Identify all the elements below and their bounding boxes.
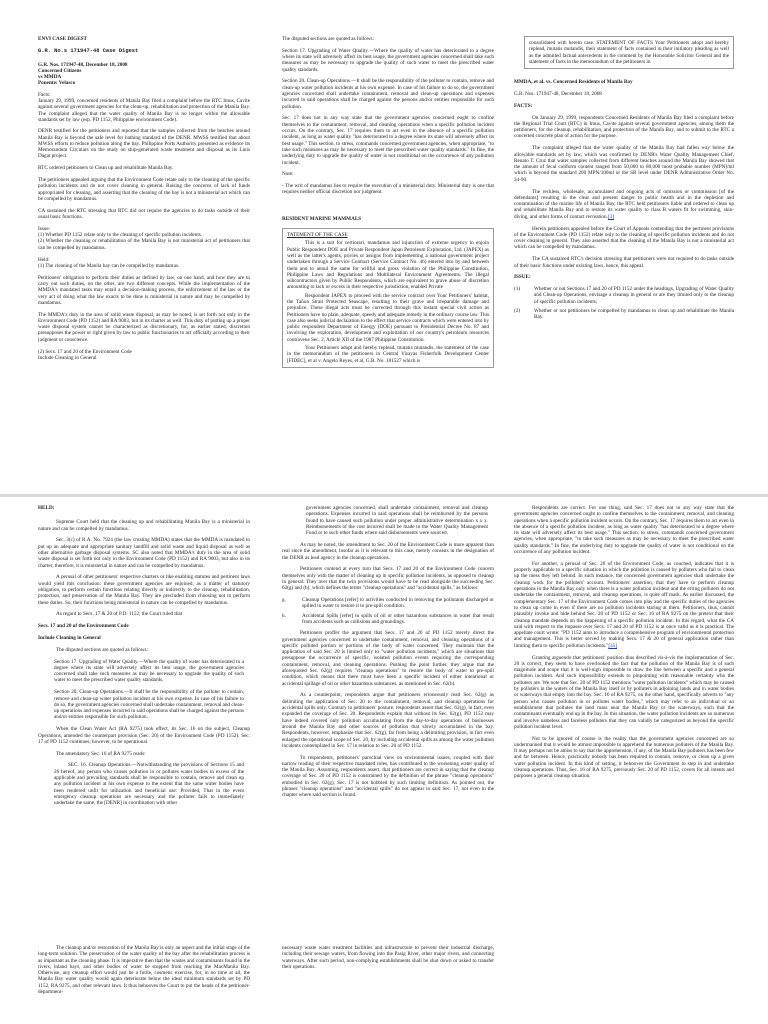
- respondents-correct-paragraph: Respondents are correct. For one thing, said Sec. 17 does not in any way state that the government agencies concerned ought to confine themselves to the containment, removal, and cleaning operations when a specific pollution incident occurs. On the contrary, Sec. 17 requires them to act even in the absence of a specific pollution incident, as long as water quality "has deteriorated to a degree where its state will adversely affect its best usage." This section, to stress, commands concerned government agencies, when appropriate, "to take such measures as may be necessary to meet the prescribed water quality standards." In fine, the underlying duty to upgrade the quality of water is not conditional on the occurrence of any pollution incident.: [514, 505, 734, 556]
- amendment-paragraph: As may be noted, the amendment to Sec. 20 of the Environment Code is more apparent than real since the amendment, insofar as it is relevant to this case, merely consists in the designation of the DENR as lead agency in the cleanup operations.: [282, 541, 494, 561]
- page1-column-left: [38, 36, 250, 476]
- issue-number: (2): [514, 308, 521, 314]
- page1-column-right: [514, 36, 734, 486]
- section-heading: Secs. 17 and 20 of the Environment Code: [38, 623, 129, 630]
- case-gr: G.R. Nos. 171947-48, December 18, 2008: [38, 61, 128, 68]
- amendatory-intro: The amendatory Sec. 16 of RA 9275 reads:: [56, 750, 146, 757]
- issue-number: (1): [514, 286, 521, 293]
- resident-statement-label: TATEMENT OF THE CASE: [287, 232, 348, 239]
- mmda-complaint-paragraph: The complaint alleged that the water quality of the Manila Bay had fallen way below the allowable standards set by law, which was confirmed by DENR's Water Quality Management Chief, Renato T. Cruz that water samples collected from different beaches around the Manila Bay showed that the amount of fecal coliform content ranged from 50,000 to 80,000 most probable number (MPN)/ml which is beyond the standard 200 MPN/100ml or the SB level under DENR Administrative Order No. 34-90.: [514, 145, 734, 183]
- secs-heading-line: Include Cleaning in General: [38, 354, 97, 361]
- mmda-issue-list: [514, 286, 734, 320]
- facts-block: [38, 92, 250, 123]
- facts-text: January 29, 1999, concerned residents of Manila Bay filed a complaint before the RTC Imus, Cavite against several government agencies for the clean-up, rehabilitation and protection of the Manila Bay. The complaint alleged that the water quality of Manila Bay is no longer within the allowable standards set by law (esp. PD 1152, Philippine environment Code).: [38, 98, 250, 123]
- sec3c-paragraph: Sec. 3(c) of R.A. No. 7924 (the law creating MMDA) states that the MMDA is mandated to put up an adequate and appropriate sanitary landfill and solid waste and liquid disposal as well as other alternative garbage disposal systems. SC also noted that MMDA's duty in the area of solid waste disposal is set forth not only in the Environment Code (PD 1152) and RA 9003, but also in its charter, therefore, it is ministerial in nature and can be compelled by mandamus.: [38, 537, 250, 569]
- for-another-text: For another, a perusal of Sec. 20 of the Environment Code, as couched, indicates that it is properly applicable to a specific situation in which the pollution is caused by polluters who fail to clean up the mess they left behind. In such instance, the concerned government agencies shall undertake the cleanup work for the polluters' account. Petitioners' assertion, that they have to perform cleanup operations in the Manila Bay only when there is a water pollution incident and the erring polluters do not undertake the containment, removal, and cleanup operations, is quite off mark. As earlier discussed, the complementary Sec. 17 of the Environment Code comes into play and the specific duties of the agencies to clean up come in even if there are no pollution incidents staring at them. Petitioners, thus, cannot plausibly invoke and hide behind Sec. 20 of PD 1152 or Sec. 16 of RA 9275 on the pretext that their cleanup mandate depends on the happening of a specific pollution incident. In this regard, what the CA said with respect to the impasse over Secs. 17 and 20 of PD 1152 is at once valid as it is practical. The appellate court wrote: "PD 1152 aims to introduce a comprehensive program of environmental protection and management. This is better served by making Secs. 17 & 20 of general application rather than limiting them to specific pollution incidents.": [514, 560, 734, 649]
- resident-paragraph: Respondent JAPEX to proceed with the service contract over Your Petitioners' habitat, the Tañon Strait Protected Seascape, resulting to their grave and irreparable damage and prejudice. These illegal acts must be corrected through this instant special civil action as Petitioners have no plain, adequate, speedy and adequate remedy in the ordinary course law. This case also seeks judicial declaration to the effect that service contracts which were entered into by public respondent Department of Energy (DOE) pursuant to Presidential Decree No. 87 and involving the exploration, development and exploitation of our country's petroleum resources contravene Sec. 2, Article XII of the 1987 Philippine Constitution.: [287, 292, 489, 343]
- definition-text: Accidental Spills [refer] to spills of oil or other hazardous substances in water that result from accidents such as collisions and groundings.: [302, 612, 494, 625]
- footnote-link[interactable]: [3]: [607, 213, 614, 220]
- secs-heading: [38, 349, 250, 362]
- issue-item: (2) Whether the cleaning or rehabilitation of the Manila Bay is not ministerial act of petitioners that can be compelled by mandamus.: [38, 238, 250, 251]
- section-heading: Include Cleaning in General: [38, 634, 101, 641]
- not-ignored-paragraph: Not to be ignored of course is the reality that the government agencies concerned are so undermanned that it would be almost impossible to apprehend the numerous polluters of the Manila Bay. It may perhaps not be amiss to say that the apprehension, if any, of the Manila Bay polluters has been few and far between. Hence, practically nobody has been required to contain, remove, or clean up a given water pollution incident. In this kind of setting, it behooves the Government to step in and undertake cleanup operations. Thus, Sec. 16 of RA 9275, previously Sec. 20 of PD 1152, covers for all intents and purposes a general cleanup situation.: [514, 735, 734, 780]
- mmda-reckless-paragraph: [514, 189, 734, 220]
- mmda-issue-item: [514, 308, 734, 321]
- issue-text: Whether or not Sections 17 and 20 of PD 1152 under the headings, Upgrading of Water Quality and Clean-up Operations, envisage a cleanup in general or are they limited only to the cleanup of specific pollution incidents;: [534, 286, 734, 305]
- mmda-facts-label: FACTS:: [514, 102, 533, 109]
- sec17-quote: Section 17. Upgrading of Water Quality.—Where the quality of water has deteriorated to a degree where its state will adversely affect its best usage, the government agencies concerned shall take such measures as may be necessary to upgrade the quality of such water to meet the prescribed water quality standards.: [54, 658, 244, 684]
- appeal-paragraph: The petitioners appealed arguing that the Environment Code relate only to the cleaning of the specific pollution incidents and do not cover cleaning in general. Raising the concerns of lack of funds appropriated for cleaning, and asserting that the cleaning of the bay is not a ministerial act which can be compelled by mandamus.: [38, 177, 250, 202]
- page-1: [0, 0, 768, 496]
- resident-marine-title: RESIDENT MARINE MAMMALS: [282, 215, 362, 222]
- ca-paragraph: CA sustained the RTC stressing that RTC did not require the agencies to do tasks outside of their usual basic functions.: [38, 207, 250, 221]
- mmda-appeal-paragraph: Herein petitioners appealed before the Court of Appeals contending that the pertinent provisions of the Environment Code (PD 1152) relate only to the cleaning of specific pollution incidents and do not cover cleaning in general. They also asserted that the cleaning of the Manila Bay is not a ministerial act which can be compelled by mandamus.: [514, 225, 734, 251]
- cleanup-restoration-paragraph: The cleanup and/or restoration of the Manila Bay is only an aspect and the initial stage of the long-term solution. The preservation of the water quality of the bay after the rehabilitation process is as important as the cleaning phase. It is imperative then that the wastes and contaminants found in the rivers, inland bays, and other bodies of water be stopped from reaching the MacManila Bay. Otherwise, any cleanup effort would just be a futile, cosmetic exercise, for, in no time at all, the Manila Bay water quality would again deteriorate below the ideal minimum standards set by PD 1152, RA 9275, and other relevant laws. It thus behooves the Court to put the heads of the petitioner-department-: [38, 945, 250, 996]
- issue-text: Whether or not petitioners be compelled by mandamus to clean up and rehabilitate the Manila Bay.: [534, 308, 734, 321]
- mmda-duty-paragraph: The MMDA's duty in the area of solid waste disposal, as may be noted, is set forth not only in the Environment Code (PD 1152) and RA 9003, but in its charter as well. This duty of putting up a proper waste disposal system cannot be characterized as discretionary, for, as earlier stated, discretion presupposes the power or right given by law to public functionaries to act officially according to their judgment or conscience.: [38, 311, 250, 343]
- granting-arguendo-paragraph: Granting arguendo that petitioners' position thus described vis-à-vis the implementation of Sec. 20 is correct, they seem to have overlooked the fact that the pollution of the Manila Bay is of such magnitude and scope that it is well-nigh impossible to draw the line between a specific and a general pollution incident. And such impossibility extends to pinpointing with reasonable certainty who the polluters are. We note that Sec. 20 of PD 1152 mentions "water pollution incidents" which may be caused by polluters in the waters of the Manila Bay itself or by polluters in adjoining lands and in water bodies or waterways that empty into the bay. Sec. 16 of RA 9275, on the other hand, specifically adverts to "any person who causes pollution in or pollutes water bodies," which may refer to an individual or an establishment that pollutes the land mass near the Manila Bay or the waterways, such that the contaminants eventually end up in the bay. In this situation, the water pollution incidents are so numerous and involve nameless and faceless polluters that they can validly be categorized as beyond the specific pollution incident level.: [514, 654, 734, 730]
- note-label: Note:: [282, 171, 294, 178]
- secs-heading-line: (2) Secs. 17 and 20 of the Environment Code: [38, 348, 132, 355]
- mmda-facts-text: On January 29, 1999, respondents Concerned Residents of Manila Bay filed a complaint before the Regional Trial Court (RTC) in Imus, Cavite against several government agencies, among them the petitioners, for the cleanup, rehabilitation, and protection of the Manila Bay, and to submit to the RTC a concerted concrete plan of action for the purpose.: [514, 114, 734, 140]
- as-regards-paragraph: As regard to Secs. 17 & 20 of P.D. 1152, the Court ruled that: [56, 611, 183, 618]
- held-label: HELD:: [38, 505, 55, 511]
- held-text: (1) The cleaning of the Manila bay can be compelled by mandamus.: [38, 262, 180, 269]
- definition-text: Cleanup Operations [refer] to activities conducted in removing the pollutants discharged or spilled in water to restore it to pre-spill condition.: [302, 597, 494, 610]
- mmda-issue-item: [514, 286, 734, 305]
- mmda-case-title: MMDA, et al. vs. Concerned Residents of Manila Bay: [514, 79, 633, 86]
- doc-title: ENVI CASE DIGEST: [38, 36, 88, 42]
- perusal-paragraph: A perusal of other petitioners' respective charters or like enabling statutes and pertinent laws would yield this conclusion: these government agencies are enjoined, as a matter of statutory obligation, to perform certain functions relating directly or indirectly to the cleanup, rehabilitation, protection, and preservation of the Manila Bay. They are precluded from choosing not to perform these duties. So, their functions being ministerial in nature can be compelled by mandamus.: [38, 574, 250, 606]
- statement-facts-box: [524, 36, 734, 69]
- for-another-paragraph: [514, 561, 734, 649]
- respondents-paragraph: To respondents, petitioners' parochial view on environmental issues, coupled with their narrow reading of their respective mandated roles, has contributed to the worsening water quality of the Manila Bay. Assuming, respondents assert, that petitioners are correct in saying that the cleanup coverage of Sec. 20 of PD 1152 is constrained by the definition of the phrase "cleanup operations" embodied in Sec. 62(g), Sec. 17 is not hobbled by such limiting definition. As pointed out, the phrases "cleanup operations" and "accidental spills" do not appear in said Sec. 17, not even in the chapter where said section is found.: [282, 754, 494, 799]
- resident-statement-box: [282, 228, 494, 368]
- definition-item-g: [282, 597, 494, 610]
- case-party-1: Concerned Citizens: [38, 67, 82, 74]
- sec16-quote: SEC. 16. Cleanup Operations.—Notwithstanding the provisions of Sections 15 and 26 hereof, any person who causes pollution in or pollutes water bodies in excess of the applicable and prevailing standards shall be responsible to contain, remove and clean up any pollution incident at his own expense to the extent that the same water bodies have been rendered unfit for utilization and beneficial use: Provided, That in the event emergency cleanup operations are necessary and the polluter fails to immediately undertake the same, the [DENR] in coordination with other: [54, 762, 244, 807]
- held-label: Held:: [38, 256, 50, 263]
- propound-paragraph: Petitioners proffer the argument that Secs. 17 and 20 of PD 1152 merely direct the government agencies concerned to undertake containment, removal, and cleaning operations of a specific polluted portion or portions of the body of water concerned. They maintain that the application of said Sec. 20 is limited only to "water pollution incidents," which are situations that presuppose the occurrence of specific, isolated pollution events requiring the corresponding containment, removal, and cleaning operations. Pushing the point further, they argue that the aforequoted Sec. 62(g) requires "cleanup operations" to restore the body of water to pre-spill condition, which means that there must have been a specific incident of either intentional or accidental spillage of oil or other hazardous substances, as mentioned in Sec. 62(h).: [282, 630, 494, 687]
- rtc-paragraph: RTC ordered petitioners to Clean up and rehabilitate Manila Bay.: [38, 165, 174, 172]
- case-digest-title: G.R. No.s 171947-48 Case Digest: [38, 48, 139, 55]
- sec17-quote: Section 17. Upgrading of Water Quality.—Where the quality of water has deteriorated to a degree where its state will adversely affect its best usage, the government agencies concerned shall take such measures as may be necessary to upgrade the quality of such water to meet the prescribed water quality standards.: [282, 47, 494, 73]
- issue-item: (1) Whether PD 1152 relate only to the cleaning of specific pollution incidents.: [38, 232, 203, 239]
- page2-column-middle-bottom: [282, 945, 494, 1021]
- counterpoint-paragraph: As a counterpoint, respondents argue that petitioners erroneously read Sec. 62(g) as delimiting the application of Sec. 20 to the containment, removal, and cleanup operations for accidental spills only. Contrary to petitioners' posture, respondents assert that Sec. 62(g), in fact, even expanded the coverage of Sec. 20. Respondents explain that without its Sec. 62(g), PD 1152 may have indeed covered only pollution accumulating from the day-to-day operations of businesses around the Manila Bay and other sources of pollution that slowly accumulated in the bay. Respondents, however, emphasize that Sec. 62(g), far from being a delimiting provision, in fact even enlarged the operational scope of Sec. 20, by including accidental spills as among the water pollution incidents contemplated in Sec. 17 in relation to Sec. 20 of PD 1152.: [282, 692, 494, 749]
- note-text: - The writ of mandamus lies to require the execution of a ministerial duty. Ministerial duty is one that requires neither official discretion nor judgment.: [282, 183, 494, 196]
- sec20-quote: Section 20. Clean-up Operations.—It shall be the responsibility of the polluter to contain, remove and clean-up water pollution incident at his own expense. In case of his failure to do so, the government agencies concerned shall undertake containment, removal and clean-up operations and expenses incurred in said operations shall be charged against the persons and/or entities responsible for such pollution.: [54, 689, 244, 721]
- case-header: [38, 62, 250, 87]
- disputed-intro: The disputed sections are quoted as follows:: [56, 646, 148, 653]
- mmda-case-gr: G.R. Nos. 171947-48, December 18, 2008: [514, 90, 602, 97]
- disputed-intro: The disputed sections are quoted as follows:: [282, 36, 374, 42]
- page2-column-right: [514, 505, 734, 1021]
- page1-column-middle: [282, 36, 494, 488]
- facts-label: Facts:: [38, 91, 51, 98]
- definition-item-h: [282, 613, 494, 626]
- case-ponente: Ponente: Velasco: [38, 80, 76, 87]
- sec16-quote-continued: government agencies concerned, shall undertake containment, removal and cleanup operations. Expenses incurred in said operations shall be reimbursed by the persons found to have caused such pollution under proper administrative determination x x x. Reimbursements of the cost incurred shall be made to the Water Quality Management Fund or to such other funds where said disbursements were sourced.: [306, 505, 488, 537]
- clean-water-act-paragraph: When the Clean Water Act (RA 9275) took effect, its Sec. 16 on the subject, Cleanup Operations, amended the counterpart provision (Sec. 20) of the Environment Code (PD 1152). Sec. 17 of PD 1152 continues, however, to be operational.: [38, 726, 250, 745]
- issue-label: Issue:: [38, 225, 51, 232]
- page2-column-middle: [282, 505, 494, 923]
- obligation-paragraph: Petitioners' obligation to perform their duties as defined by law, on one hand, and how they are to carry out such duties, on the other, are two different concepts. While the implementation of the MMDA's mandated tasks may entail a decision-making process, the enforcement of the law or the very act of doing what the law exacts to be done is ministerial in nature and may be compelled by mandamus.: [38, 274, 250, 306]
- definition-letter: h.: [282, 612, 286, 619]
- sec17-analysis: Sec. 17 does not in any way state that the government agencies concerned ought to confine themselves to the containment, removal, and cleaning operations when a specific pollution incident occurs. On the contrary, Sec. 17 requires them to act even in the absence of a specific pollution incident, as long as water quality "has deteriorated to a degree where its state will adversely affect its best usage." This section, to stress, commands concerned government agencies, when appropriate, "to take such measures as may be necessary to meet the prescribed water quality standards." In fine, the underlying duty to upgrade the quality of water is not conditional on the occurrence of any pollution incident.: [282, 115, 494, 166]
- resident-paragraph: Your Petitioners adopt and hereby replead, mutatis mutandis, the statement of the case in the memorandum of the petitioners in Central Visayas Fisherfolk Development Center [FIDEC], et al v. Angelo Reyes, et al, G.R. No. 181527 which is: [287, 345, 489, 364]
- statement-facts-text: consolidated with herein case. STATEMENT OF FACTS Your Petitioners adopt and hereby replead, mutatis mutandis, their statement of facts contained in their initiatory pleading as well as the admitted factual antecedents in the comment by the Honorable Solicitor General and the statement of facts in the memorandum of the petitioners in: [529, 40, 729, 65]
- mmda-issue-label: ISSUE:: [514, 274, 531, 281]
- sec20-quote: Section 20. Clean-up Operations.—It shall be the responsibility of the polluter to contain, remove and clean-up water pollution incidents at his own expense. In case of his failure to do so, the government agencies concerned shall undertake containment, removal and clean-up operations and expenses incurred in said operations shall be charged against the persons and/or entities responsible for such pollution.: [282, 78, 494, 110]
- mmda-reckless-text: The reckless, wholesale, accumulated and ongoing acts of omission or commission [of the defendants] resulting in the clear and present danger to public health and in the depletion and contamination of the marine life of Manila Bay, the RTC held petitioners liable and ordered to clean up and rehabilitate Manila Bay and to restore its water quality to class B waters fit for swimming, skin-diving, and other forms of contact recreation.: [514, 188, 734, 220]
- page-2: [0, 497, 768, 1024]
- issue-block: [38, 226, 250, 251]
- denr-paragraph: DENR testified for the petitioners and reported that the samples collected from the beaches around Manila Bay is beyond the safe level for bathing standard of the DENR. MWSS testified that about MWSS efforts to reduce pollution along the bay. Philippine Ports Authority presented as evidence its Memorandum Circulars on the study on ship-generated waste treatment and disposal as its Linis Dagat project.: [38, 128, 250, 160]
- page2-column-left: [38, 505, 250, 925]
- necessary-paragraph: necessary waste water treatment facilities and infrastructure to prevent their industrial discharge, including their sewage waters, from flowing into the Pasig River, other major rivers, and connecting waterways. After such period, non-complying establishments shall be shut down or asked to transfer their operations.: [282, 945, 494, 970]
- footnote-link[interactable]: [35]: [608, 642, 617, 649]
- supreme-court-held: Supreme Court held that the cleaning up and rehabilitating Manila Bay is a ministerial in nature and can be compelled by mandamus.: [38, 519, 250, 532]
- case-party-2: vs MMDA: [38, 74, 62, 81]
- definition-letter: g.: [282, 597, 286, 604]
- mmda-ca-decision: The CA sustained RTC's decision stressing that petitioners were not required to do tasks outside of their basic functions under existing laws, hence, this appeal.: [514, 256, 734, 269]
- page2-column-left-bottom: [38, 945, 250, 1021]
- resident-paragraph: This is a suit for certiorari, mandamus and injunction of extreme urgency to enjoin Public Respondent DOE and Private Respondent Japan Petroleum Exploration, Ltd. (JAPEX) as well as the latter's agents, privies or assigns from implementing a national government project undertaken through a Service Contract (Service Contract No. 46) entered into by and between them and to annul the same for willful and gross violation of the Philippine Constitution, Philippine Laws and Regulations and Multilateral Environment Agreements. The illegal subcontractors given by Public Respondents, which are equivalent to grave abuse of discretion amounting to lack or excess in their respective jurisdiction, enabled Private: [287, 240, 489, 291]
- petitioners-contend-paragraph: Petitioners contend at every turn that Secs. 17 and 20 of the Environment Code concern themselves only with the matter of cleaning up in specific pollution incidents, as opposed to cleanup in general. They aver that the twin provisions would have to be read alongside the succeeding Sec. 62(g) and (h), which defines the terms "cleanup operations" and "accidental spills," as follows:: [282, 566, 494, 592]
- held-block: [38, 257, 250, 270]
